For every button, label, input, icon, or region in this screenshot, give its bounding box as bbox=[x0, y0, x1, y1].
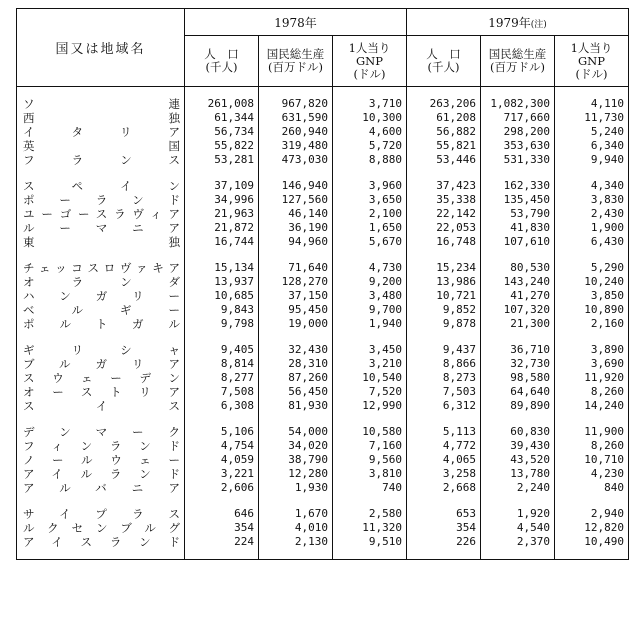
value-cell: 263,206 bbox=[407, 97, 481, 111]
header-line: 国民総生産 bbox=[488, 47, 547, 61]
country-name-text: スイス bbox=[23, 399, 180, 413]
value-cell: 6,340 bbox=[590, 139, 624, 152]
year-1979-note: (注) bbox=[530, 19, 547, 30]
group-spacer bbox=[17, 331, 629, 343]
country-name-text: ノールウェー bbox=[23, 453, 180, 467]
country-name-text: ルクセンブルグ bbox=[23, 521, 180, 535]
value-cell: 13,986 bbox=[407, 275, 481, 289]
value-cell: 5,113 bbox=[407, 425, 481, 439]
value-cell: 4,772 bbox=[407, 439, 481, 453]
year-1979-header: 1979年(注) bbox=[407, 9, 629, 36]
value-cell: 9,510 bbox=[333, 535, 407, 549]
header-line: 国民総生産 bbox=[266, 47, 325, 61]
value-cell: 46,140 bbox=[259, 207, 333, 221]
table-row bbox=[17, 179, 629, 193]
country-name-text: サイプラス bbox=[23, 507, 180, 521]
value-cell: 3,890 bbox=[590, 343, 624, 356]
value-cell: 2,240 bbox=[481, 481, 555, 495]
table-row bbox=[17, 371, 629, 385]
value-cell: 1,900 bbox=[590, 221, 624, 234]
value-cell: 143,240 bbox=[481, 275, 555, 289]
value-cell: 354 bbox=[407, 521, 481, 535]
value-cell: 653 bbox=[407, 507, 481, 521]
value-cell: 9,843 bbox=[185, 303, 259, 317]
1978-per-capita-gnp-header bbox=[333, 36, 407, 87]
value-cell: 2,940 bbox=[590, 507, 624, 520]
table-row bbox=[17, 303, 629, 317]
header-line: 1人当り bbox=[570, 40, 613, 55]
statistics-table-document bbox=[16, 8, 628, 630]
value-cell: 21,872 bbox=[185, 221, 259, 235]
value-cell: 71,640 bbox=[259, 261, 333, 275]
value-cell: 9,200 bbox=[333, 275, 407, 289]
country-name-text: チェッコスロヴァキア bbox=[23, 261, 180, 275]
country-name-text: アイスランド bbox=[23, 535, 180, 549]
country-name bbox=[17, 521, 185, 535]
value-cell: 35,338 bbox=[407, 193, 481, 207]
table-row bbox=[17, 153, 629, 167]
value-cell: 8,814 bbox=[185, 357, 259, 371]
value-cell: 2,160 bbox=[590, 317, 624, 330]
country-name bbox=[17, 303, 185, 317]
country-name bbox=[17, 111, 185, 125]
country-name bbox=[17, 275, 185, 289]
1978-population-header bbox=[185, 36, 259, 87]
country-name bbox=[17, 289, 185, 303]
value-cell: 2,606 bbox=[185, 481, 259, 495]
value-cell: 81,930 bbox=[259, 399, 333, 413]
country-name bbox=[17, 207, 185, 221]
value-cell: 8,260 bbox=[590, 439, 624, 452]
value-cell: 10,490 bbox=[584, 535, 624, 548]
country-name bbox=[17, 125, 185, 139]
value-cell: 4,059 bbox=[185, 453, 259, 467]
header-line: (百万ドル) bbox=[268, 60, 323, 74]
country-name-text: フィンランド bbox=[23, 439, 180, 453]
country-name-text: イタリア bbox=[23, 125, 180, 139]
value-cell: 9,437 bbox=[407, 343, 481, 357]
table-row bbox=[17, 385, 629, 399]
country-name-text: オランダ bbox=[23, 275, 180, 289]
value-cell: 3,221 bbox=[185, 467, 259, 481]
value-cell: 1,650 bbox=[333, 221, 407, 235]
country-name bbox=[17, 221, 185, 235]
country-name-text: ギリシャ bbox=[23, 343, 180, 357]
value-cell: 15,134 bbox=[185, 261, 259, 275]
value-cell: 4,065 bbox=[407, 453, 481, 467]
value-cell: 4,110 bbox=[590, 97, 624, 110]
value-cell: 11,900 bbox=[584, 425, 624, 438]
table-row bbox=[17, 317, 629, 331]
value-cell: 37,109 bbox=[185, 179, 259, 193]
population-gnp-table bbox=[16, 8, 629, 560]
value-cell: 10,685 bbox=[185, 289, 259, 303]
1978-gnp-header bbox=[259, 36, 333, 87]
value-cell: 1,082,300 bbox=[481, 97, 555, 111]
value-cell: 22,053 bbox=[407, 221, 481, 235]
value-cell: 9,700 bbox=[333, 303, 407, 317]
value-cell: 2,668 bbox=[407, 481, 481, 495]
value-cell: 32,730 bbox=[481, 357, 555, 371]
table-row bbox=[17, 535, 629, 549]
value-cell: 107,610 bbox=[481, 235, 555, 249]
value-cell: 56,450 bbox=[259, 385, 333, 399]
country-name bbox=[17, 343, 185, 357]
value-cell: 3,450 bbox=[333, 343, 407, 357]
country-name bbox=[17, 481, 185, 495]
value-cell: 107,320 bbox=[481, 303, 555, 317]
country-name-text: フランス bbox=[23, 153, 180, 167]
value-cell: 32,430 bbox=[259, 343, 333, 357]
header-line: (ドル) bbox=[353, 66, 386, 81]
country-name bbox=[17, 97, 185, 111]
country-name-text: 西独 bbox=[23, 111, 180, 125]
country-name bbox=[17, 425, 185, 439]
country-name-text: ポルトガル bbox=[23, 317, 180, 331]
value-cell: 135,450 bbox=[481, 193, 555, 207]
header-line: (ドル) bbox=[575, 66, 608, 81]
country-name bbox=[17, 317, 185, 331]
table-row bbox=[17, 521, 629, 535]
value-cell: 53,790 bbox=[481, 207, 555, 221]
value-cell: 8,273 bbox=[407, 371, 481, 385]
value-cell: 89,890 bbox=[481, 399, 555, 413]
value-cell: 2,130 bbox=[259, 535, 333, 549]
value-cell: 34,020 bbox=[259, 439, 333, 453]
value-cell: 127,560 bbox=[259, 193, 333, 207]
value-cell: 95,450 bbox=[259, 303, 333, 317]
value-cell: 55,821 bbox=[407, 139, 481, 153]
value-cell: 22,142 bbox=[407, 207, 481, 221]
value-cell: 162,330 bbox=[481, 179, 555, 193]
table-row bbox=[17, 453, 629, 467]
value-cell: 94,960 bbox=[259, 235, 333, 249]
value-cell: 60,830 bbox=[481, 425, 555, 439]
value-cell: 7,520 bbox=[333, 385, 407, 399]
table-row bbox=[17, 481, 629, 495]
value-cell: 16,748 bbox=[407, 235, 481, 249]
country-name bbox=[17, 467, 185, 481]
country-name-text: ユーゴースラヴィア bbox=[23, 207, 180, 221]
value-cell: 2,370 bbox=[481, 535, 555, 549]
value-cell: 4,340 bbox=[590, 179, 624, 192]
value-cell: 12,820 bbox=[584, 521, 624, 534]
group-spacer bbox=[17, 495, 629, 507]
value-cell: 16,744 bbox=[185, 235, 259, 249]
value-cell: 2,430 bbox=[590, 207, 624, 220]
value-cell: 10,890 bbox=[584, 303, 624, 316]
value-cell: 21,300 bbox=[481, 317, 555, 331]
value-cell: 319,480 bbox=[259, 139, 333, 153]
country-name bbox=[17, 193, 185, 207]
table-row bbox=[17, 467, 629, 481]
1979-population-header bbox=[407, 36, 481, 87]
value-cell: 9,940 bbox=[590, 153, 624, 166]
1979-per-capita-gnp-header bbox=[555, 36, 629, 87]
table-row bbox=[17, 207, 629, 221]
value-cell: 5,106 bbox=[185, 425, 259, 439]
value-cell: 260,940 bbox=[259, 125, 333, 139]
value-cell: 717,660 bbox=[481, 111, 555, 125]
value-cell: 7,503 bbox=[407, 385, 481, 399]
table-row bbox=[17, 111, 629, 125]
value-cell: 4,540 bbox=[481, 521, 555, 535]
value-cell: 9,405 bbox=[185, 343, 259, 357]
value-cell: 41,270 bbox=[481, 289, 555, 303]
table-row bbox=[17, 275, 629, 289]
value-cell: 7,508 bbox=[185, 385, 259, 399]
value-cell: 3,650 bbox=[333, 193, 407, 207]
value-cell: 37,423 bbox=[407, 179, 481, 193]
country-name-text: デンマーク bbox=[23, 425, 180, 439]
value-cell: 531,330 bbox=[481, 153, 555, 167]
value-cell: 13,780 bbox=[481, 467, 555, 481]
header-line: 人 口 bbox=[204, 47, 239, 61]
value-cell: 5,670 bbox=[333, 235, 407, 249]
value-cell: 10,710 bbox=[584, 453, 624, 466]
table-row bbox=[17, 343, 629, 357]
country-name bbox=[17, 179, 185, 193]
value-cell: 53,446 bbox=[407, 153, 481, 167]
value-cell: 15,234 bbox=[407, 261, 481, 275]
value-cell: 13,937 bbox=[185, 275, 259, 289]
value-cell: 10,300 bbox=[333, 111, 407, 125]
table-row bbox=[17, 399, 629, 413]
value-cell: 6,308 bbox=[185, 399, 259, 413]
value-cell: 21,963 bbox=[185, 207, 259, 221]
country-name-text: オーストリア bbox=[23, 385, 180, 399]
header-line: GNP bbox=[356, 53, 383, 68]
value-cell: 56,882 bbox=[407, 125, 481, 139]
table-row bbox=[17, 125, 629, 139]
table-row bbox=[17, 139, 629, 153]
value-cell: 5,240 bbox=[590, 125, 624, 138]
value-cell: 64,640 bbox=[481, 385, 555, 399]
value-cell: 1,930 bbox=[259, 481, 333, 495]
country-name-text: スペイン bbox=[23, 179, 180, 193]
header-line: (千人) bbox=[205, 60, 238, 74]
value-cell: 12,280 bbox=[259, 467, 333, 481]
value-cell: 41,830 bbox=[481, 221, 555, 235]
value-cell: 10,540 bbox=[333, 371, 407, 385]
value-cell: 11,320 bbox=[333, 521, 407, 535]
country-name bbox=[17, 261, 185, 275]
value-cell: 8,866 bbox=[407, 357, 481, 371]
table-row bbox=[17, 507, 629, 521]
value-cell: 9,798 bbox=[185, 317, 259, 331]
country-name-text: アイルランド bbox=[23, 467, 180, 481]
value-cell: 9,560 bbox=[333, 453, 407, 467]
value-cell: 55,822 bbox=[185, 139, 259, 153]
table-row bbox=[17, 289, 629, 303]
value-cell: 39,430 bbox=[481, 439, 555, 453]
value-cell: 36,710 bbox=[481, 343, 555, 357]
value-cell: 7,160 bbox=[333, 439, 407, 453]
value-cell: 3,258 bbox=[407, 467, 481, 481]
value-cell: 14,240 bbox=[584, 399, 624, 412]
table-row bbox=[17, 235, 629, 249]
value-cell: 1,940 bbox=[333, 317, 407, 331]
value-cell: 8,277 bbox=[185, 371, 259, 385]
table-row bbox=[17, 261, 629, 275]
value-cell: 4,230 bbox=[590, 467, 624, 480]
value-cell: 2,100 bbox=[333, 207, 407, 221]
value-cell: 3,830 bbox=[590, 193, 624, 206]
country-name bbox=[17, 371, 185, 385]
value-cell: 967,820 bbox=[259, 97, 333, 111]
group-spacer bbox=[17, 549, 629, 560]
value-cell: 61,208 bbox=[407, 111, 481, 125]
1979-gnp-header bbox=[481, 36, 555, 87]
table-row bbox=[17, 97, 629, 111]
country-column-header: 国又は地域名 bbox=[17, 9, 185, 87]
value-cell: 3,850 bbox=[590, 289, 624, 302]
value-cell: 4,600 bbox=[333, 125, 407, 139]
country-name-text: ルーマニア bbox=[23, 221, 180, 235]
value-cell: 34,996 bbox=[185, 193, 259, 207]
country-name bbox=[17, 153, 185, 167]
value-cell: 1,920 bbox=[481, 507, 555, 521]
value-cell: 740 bbox=[333, 481, 407, 495]
value-cell: 5,290 bbox=[590, 261, 624, 274]
group-spacer bbox=[17, 413, 629, 425]
value-cell: 80,530 bbox=[481, 261, 555, 275]
country-name bbox=[17, 357, 185, 371]
country-name bbox=[17, 139, 185, 153]
country-name bbox=[17, 439, 185, 453]
value-cell: 43,520 bbox=[481, 453, 555, 467]
value-cell: 38,790 bbox=[259, 453, 333, 467]
group-spacer bbox=[17, 87, 629, 98]
value-cell: 10,721 bbox=[407, 289, 481, 303]
value-cell: 3,810 bbox=[333, 467, 407, 481]
table-body bbox=[17, 87, 629, 560]
value-cell: 353,630 bbox=[481, 139, 555, 153]
value-cell: 646 bbox=[185, 507, 259, 521]
value-cell: 9,878 bbox=[407, 317, 481, 331]
value-cell: 4,010 bbox=[259, 521, 333, 535]
value-cell: 61,344 bbox=[185, 111, 259, 125]
value-cell: 56,734 bbox=[185, 125, 259, 139]
value-cell: 36,190 bbox=[259, 221, 333, 235]
country-name bbox=[17, 385, 185, 399]
value-cell: 261,008 bbox=[185, 97, 259, 111]
value-cell: 11,730 bbox=[584, 111, 624, 124]
country-name-text: ポーランド bbox=[23, 193, 180, 207]
country-name bbox=[17, 399, 185, 413]
group-spacer bbox=[17, 249, 629, 261]
value-cell: 3,690 bbox=[590, 357, 624, 370]
value-cell: 128,270 bbox=[259, 275, 333, 289]
country-name-text: 英国 bbox=[23, 139, 180, 153]
value-cell: 8,880 bbox=[333, 153, 407, 167]
value-cell: 354 bbox=[185, 521, 259, 535]
year-1978-header: 1978年 bbox=[185, 9, 407, 36]
value-cell: 3,480 bbox=[333, 289, 407, 303]
country-name bbox=[17, 507, 185, 521]
country-name-text: アルバニア bbox=[23, 481, 180, 495]
value-cell: 54,000 bbox=[259, 425, 333, 439]
value-cell: 11,920 bbox=[584, 371, 624, 384]
value-cell: 473,030 bbox=[259, 153, 333, 167]
country-name-text: ハンガリー bbox=[23, 289, 180, 303]
country-name-text: ソ連 bbox=[23, 97, 180, 111]
value-cell: 28,310 bbox=[259, 357, 333, 371]
header-line: 人 口 bbox=[426, 47, 461, 61]
country-name-text: 東独 bbox=[23, 235, 180, 249]
value-cell: 226 bbox=[407, 535, 481, 549]
value-cell: 3,960 bbox=[333, 179, 407, 193]
value-cell: 37,150 bbox=[259, 289, 333, 303]
value-cell: 631,590 bbox=[259, 111, 333, 125]
header-line: (千人) bbox=[427, 60, 460, 74]
country-name bbox=[17, 235, 185, 249]
group-spacer bbox=[17, 167, 629, 179]
value-cell: 5,720 bbox=[333, 139, 407, 153]
value-cell: 840 bbox=[604, 481, 624, 494]
value-cell: 87,260 bbox=[259, 371, 333, 385]
value-cell: 10,240 bbox=[584, 275, 624, 288]
value-cell: 12,990 bbox=[333, 399, 407, 413]
value-cell: 9,852 bbox=[407, 303, 481, 317]
value-cell: 98,580 bbox=[481, 371, 555, 385]
table-row bbox=[17, 357, 629, 371]
country-name bbox=[17, 453, 185, 467]
country-name bbox=[17, 535, 185, 549]
value-cell: 10,580 bbox=[333, 425, 407, 439]
value-cell: 224 bbox=[185, 535, 259, 549]
value-cell: 2,580 bbox=[333, 507, 407, 521]
value-cell: 4,754 bbox=[185, 439, 259, 453]
value-cell: 53,281 bbox=[185, 153, 259, 167]
country-name-text: ベルギー bbox=[23, 303, 180, 317]
header-line: (百万ドル) bbox=[490, 60, 545, 74]
header-line: 1人当り bbox=[348, 40, 391, 55]
value-cell: 6,312 bbox=[407, 399, 481, 413]
table-row bbox=[17, 221, 629, 235]
table-row bbox=[17, 425, 629, 439]
value-cell: 6,430 bbox=[590, 235, 624, 248]
country-name-text: ブルガリア bbox=[23, 357, 180, 371]
value-cell: 3,710 bbox=[333, 97, 407, 111]
value-cell: 298,200 bbox=[481, 125, 555, 139]
table-header bbox=[17, 9, 629, 87]
value-cell: 1,670 bbox=[259, 507, 333, 521]
header-line: GNP bbox=[578, 53, 605, 68]
value-cell: 3,210 bbox=[333, 357, 407, 371]
value-cell: 146,940 bbox=[259, 179, 333, 193]
value-cell: 4,730 bbox=[333, 261, 407, 275]
country-name-text: スウェーデン bbox=[23, 371, 180, 385]
value-cell: 19,000 bbox=[259, 317, 333, 331]
table-row bbox=[17, 439, 629, 453]
table-row bbox=[17, 193, 629, 207]
value-cell: 8,260 bbox=[590, 385, 624, 398]
